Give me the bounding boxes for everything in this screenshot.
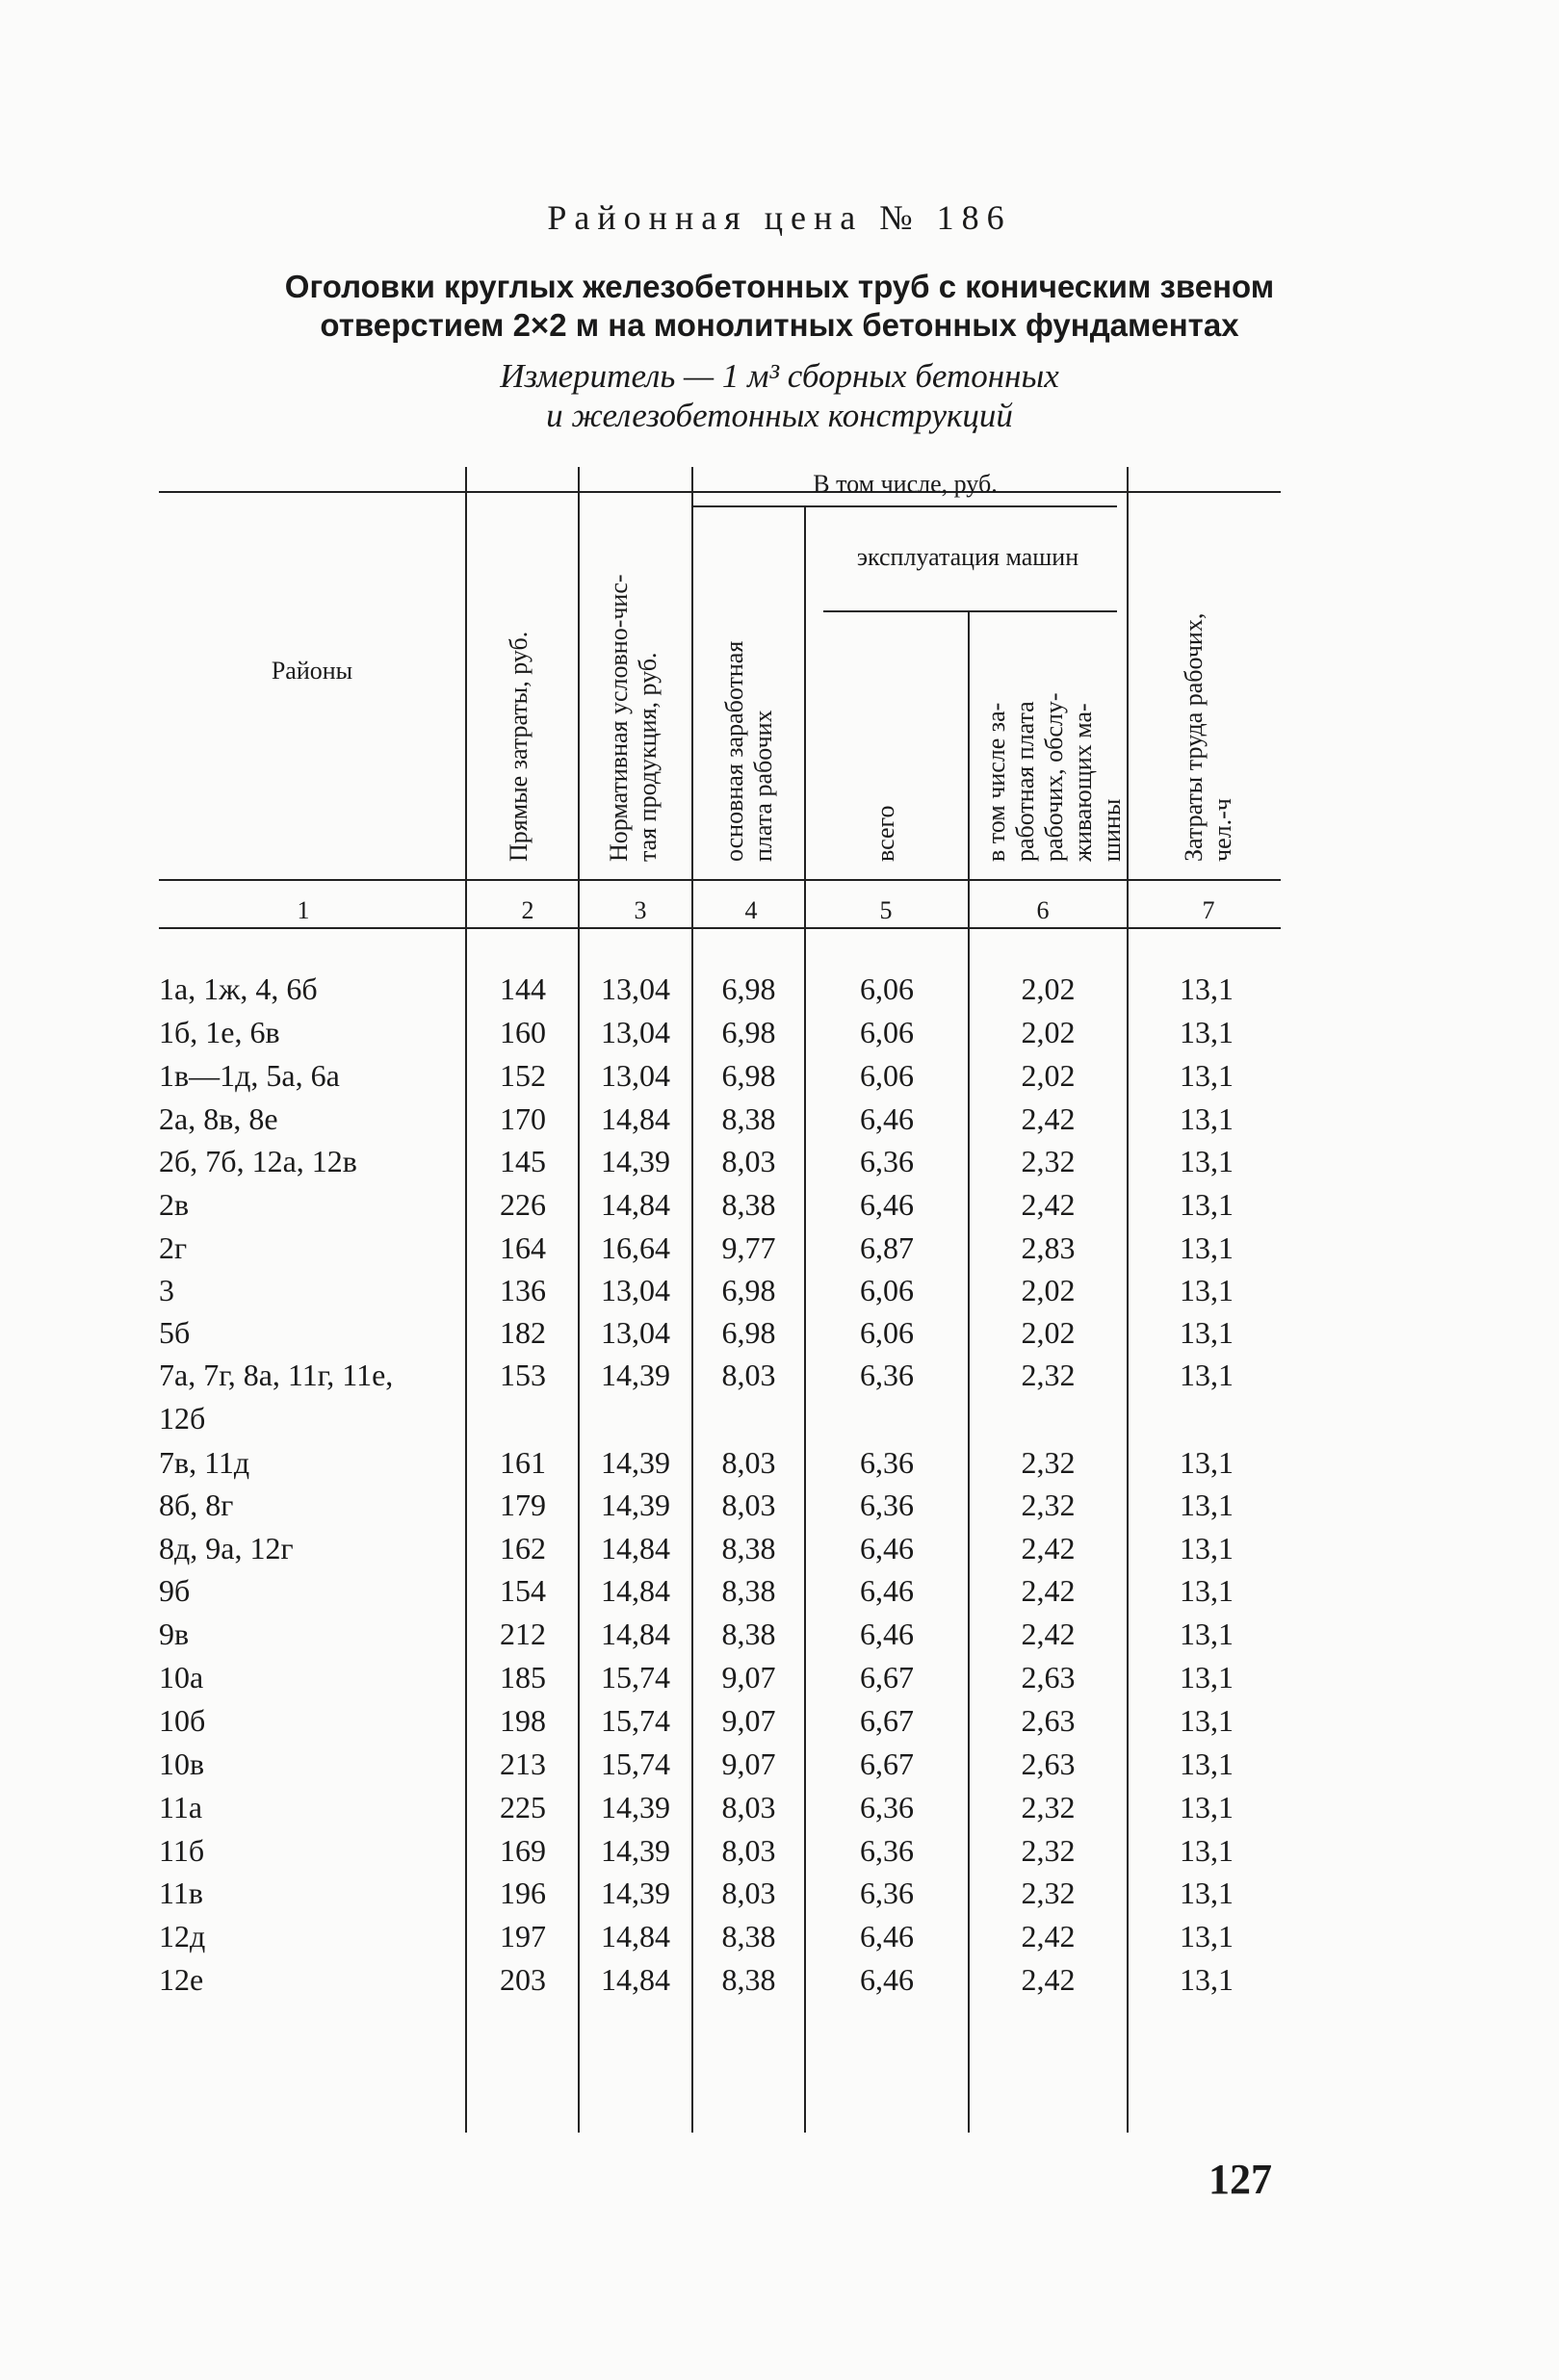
table-cell-c7: 13,1 <box>1180 1573 1234 1608</box>
table-cell-c2: 203 <box>500 1962 546 1997</box>
table-cell-c7: 13,1 <box>1180 1230 1234 1265</box>
table-cell-c6: 2,42 <box>1021 1617 1076 1651</box>
table-cell-c7: 13,1 <box>1180 1660 1234 1694</box>
table-cell-c6: 2,42 <box>1021 1573 1076 1608</box>
table-cell-c3: 14,84 <box>601 1962 670 1997</box>
colnum-7: 7 <box>1202 896 1215 924</box>
header-incl-machine-wage: в том числе за- работная плата рабочих, обслу- живающих ма- шины <box>982 692 1126 862</box>
header-bottom-rule <box>159 879 1281 881</box>
colnum-2: 2 <box>521 896 534 924</box>
table-cell-c6: 2,83 <box>1021 1230 1076 1265</box>
table-cell-c4: 9,77 <box>721 1230 776 1265</box>
table-cell-c5: 6,46 <box>860 1617 914 1651</box>
table-cell-c4: 8,03 <box>721 1488 776 1522</box>
table-cell-c3: 14,84 <box>601 1531 670 1565</box>
table-cell-c2: 196 <box>500 1876 546 1910</box>
subtitle <box>0 268 1559 345</box>
colnum-3: 3 <box>634 896 647 924</box>
table-cell-c5: 6,06 <box>860 971 914 1006</box>
table-cell-c5: 6,36 <box>860 1790 914 1824</box>
table-cell-c6: 2,32 <box>1021 1833 1076 1868</box>
table-row-region: 12е <box>159 1962 204 1997</box>
table-cell-c6: 2,32 <box>1021 1790 1076 1824</box>
table-row-region: 8б, 8г <box>159 1488 234 1522</box>
table-cell-c5: 6,36 <box>860 1488 914 1522</box>
table-cell-c4: 9,07 <box>721 1746 776 1781</box>
table-cell-c4: 8,03 <box>721 1358 776 1392</box>
table-cell-c2: 144 <box>500 971 546 1006</box>
table-cell-c4: 6,98 <box>721 1058 776 1093</box>
table-cell-c4: 9,07 <box>721 1703 776 1738</box>
column-rule-6 <box>1127 467 1129 2133</box>
page-number: 127 <box>1208 2156 1272 2203</box>
table-cell-c7: 13,1 <box>1180 1617 1234 1651</box>
table-cell-c6: 2,63 <box>1021 1703 1076 1738</box>
table-cell-c3: 14,39 <box>601 1876 670 1910</box>
table-cell-c3: 14,39 <box>601 1488 670 1522</box>
table-cell-c2: 153 <box>500 1358 546 1392</box>
colnum-6: 6 <box>1036 896 1050 924</box>
table-cell-c5: 6,06 <box>860 1058 914 1093</box>
table-cell-c5: 6,87 <box>860 1230 914 1265</box>
table-row-region: 5б <box>159 1315 191 1350</box>
measure-unit <box>0 356 1559 435</box>
table-cell-c3: 14,84 <box>601 1187 670 1222</box>
table-cell-c5: 6,06 <box>860 1015 914 1049</box>
table-cell-c6: 2,02 <box>1021 1058 1076 1093</box>
table-cell-c3: 14,39 <box>601 1790 670 1824</box>
table-cell-c7: 13,1 <box>1180 1962 1234 1997</box>
incl-group-rule <box>693 505 1117 507</box>
machine-group-rule <box>823 610 1117 612</box>
table-cell-c3: 13,04 <box>601 1058 670 1093</box>
table-cell-c4: 6,98 <box>721 1015 776 1049</box>
table-cell-c5: 6,46 <box>860 1531 914 1565</box>
table-cell-c7: 13,1 <box>1180 1445 1234 1480</box>
colnum-bottom-rule <box>159 927 1281 929</box>
table-cell-c2: 185 <box>500 1660 546 1694</box>
table-cell-c7: 13,1 <box>1180 1703 1234 1738</box>
table-cell-c2: 212 <box>500 1617 546 1651</box>
table-cell-c2: 164 <box>500 1230 546 1265</box>
table-cell-c6: 2,42 <box>1021 1919 1076 1953</box>
table-row-region: 2г <box>159 1230 188 1265</box>
table-cell-c2: 145 <box>500 1144 546 1178</box>
table-row-region: 11а <box>159 1790 203 1824</box>
table-cell-c5: 6,46 <box>860 1919 914 1953</box>
colnum-1: 1 <box>297 896 310 924</box>
table-cell-c6: 2,32 <box>1021 1876 1076 1910</box>
table-cell-c6: 2,02 <box>1021 1015 1076 1049</box>
table-cell-c6: 2,42 <box>1021 1962 1076 1997</box>
table-cell-c7: 13,1 <box>1180 1015 1234 1049</box>
table-cell-c5: 6,36 <box>860 1358 914 1392</box>
column-rule-1 <box>465 467 467 2133</box>
table-cell-c3: 14,39 <box>601 1358 670 1392</box>
measure-line-2: и железобетонных конструкций <box>546 397 1013 434</box>
table-cell-c5: 6,36 <box>860 1833 914 1868</box>
table-cell-c4: 8,03 <box>721 1790 776 1824</box>
table-cell-c2: 152 <box>500 1058 546 1093</box>
column-rule-5 <box>968 610 970 2133</box>
header-regions: Районы <box>271 657 353 685</box>
table-cell-c6: 2,32 <box>1021 1358 1076 1392</box>
table-row-region: 7в, 11д <box>159 1445 250 1480</box>
table-cell-c7: 13,1 <box>1180 1144 1234 1178</box>
column-rule-2 <box>578 467 580 2133</box>
table-cell-c3: 13,04 <box>601 1315 670 1350</box>
subtitle-line-1: Оголовки круглых железобетонных труб с коническим звеном <box>284 269 1275 304</box>
header-machine-group: эксплуатация машин <box>856 543 1079 571</box>
table-cell-c5: 6,36 <box>860 1144 914 1178</box>
table-cell-c2: 179 <box>500 1488 546 1522</box>
table-cell-c6: 2,02 <box>1021 1273 1076 1307</box>
table-cell-c4: 8,38 <box>721 1101 776 1136</box>
table-cell-c4: 8,38 <box>721 1531 776 1565</box>
table-cell-c6: 2,42 <box>1021 1187 1076 1222</box>
table-row-region: 11в <box>159 1876 203 1910</box>
table-cell-c5: 6,06 <box>860 1315 914 1350</box>
table-cell-c6: 2,42 <box>1021 1101 1076 1136</box>
header-direct-costs: Прямые затраты, руб. <box>505 631 533 862</box>
column-rule-3 <box>691 467 693 2133</box>
table-cell-c4: 9,07 <box>721 1660 776 1694</box>
table-row-region-continued: 12б <box>159 1401 206 1436</box>
table-row-region: 2в <box>159 1187 190 1222</box>
table-cell-c3: 13,04 <box>601 1273 670 1307</box>
table-cell-c2: 225 <box>500 1790 546 1824</box>
colnum-4: 4 <box>744 896 758 924</box>
table-cell-c6: 2,02 <box>1021 1315 1076 1350</box>
table-cell-c7: 13,1 <box>1180 1101 1234 1136</box>
table-cell-c5: 6,67 <box>860 1746 914 1781</box>
table-cell-c4: 8,03 <box>721 1833 776 1868</box>
table-cell-c4: 6,98 <box>721 971 776 1006</box>
table-cell-c6: 2,32 <box>1021 1144 1076 1178</box>
table-cell-c3: 15,74 <box>601 1746 670 1781</box>
table-cell-c3: 15,74 <box>601 1703 670 1738</box>
table-cell-c7: 13,1 <box>1180 1531 1234 1565</box>
table-cell-c3: 14,39 <box>601 1144 670 1178</box>
table-cell-c2: 226 <box>500 1187 546 1222</box>
table-row-region: 1б, 1е, 6в <box>159 1015 280 1049</box>
table-cell-c2: 182 <box>500 1315 546 1350</box>
table-cell-c7: 13,1 <box>1180 1790 1234 1824</box>
table-row-region: 1в—1д, 5а, 6а <box>159 1058 340 1093</box>
table-cell-c4: 8,38 <box>721 1919 776 1953</box>
table-row-region: 3 <box>159 1273 174 1307</box>
colnum-5: 5 <box>879 896 893 924</box>
table-cell-c3: 15,74 <box>601 1660 670 1694</box>
header-labor: Затраты труда рабочих, чел.-ч <box>1180 612 1236 862</box>
measure-line-1: Измеритель — 1 м³ сборных бетонных <box>500 357 1059 395</box>
table-row-region: 12д <box>159 1919 206 1953</box>
table-row-region: 1а, 1ж, 4, 6б <box>159 971 318 1006</box>
table-cell-c5: 6,36 <box>860 1445 914 1480</box>
table-cell-c7: 13,1 <box>1180 971 1234 1006</box>
table-row-region: 10а <box>159 1660 204 1694</box>
table-cell-c3: 14,39 <box>601 1833 670 1868</box>
table-cell-c4: 8,38 <box>721 1962 776 1997</box>
table-cell-c5: 6,46 <box>860 1962 914 1997</box>
table-cell-c2: 170 <box>500 1101 546 1136</box>
header-incl-group: В том числе, руб. <box>813 470 998 498</box>
table-cell-c3: 13,04 <box>601 971 670 1006</box>
table-cell-c3: 14,39 <box>601 1445 670 1480</box>
table-cell-c7: 13,1 <box>1180 1876 1234 1910</box>
table-cell-c4: 8,38 <box>721 1187 776 1222</box>
table-cell-c4: 8,03 <box>721 1876 776 1910</box>
table-cell-c4: 8,03 <box>721 1144 776 1178</box>
table-cell-c2: 197 <box>500 1919 546 1953</box>
table-cell-c7: 13,1 <box>1180 1488 1234 1522</box>
table-cell-c7: 13,1 <box>1180 1187 1234 1222</box>
header-normative: Нормативная условно-чис- тая продукция, руб. <box>605 574 662 862</box>
table-row-region: 9б <box>159 1573 191 1608</box>
table-cell-c7: 13,1 <box>1180 1315 1234 1350</box>
table-cell-c6: 2,02 <box>1021 971 1076 1006</box>
table-cell-c3: 16,64 <box>601 1230 670 1265</box>
table-cell-c7: 13,1 <box>1180 1919 1234 1953</box>
table-cell-c2: 154 <box>500 1573 546 1608</box>
table-cell-c6: 2,63 <box>1021 1746 1076 1781</box>
table-cell-c3: 14,84 <box>601 1919 670 1953</box>
table-cell-c2: 160 <box>500 1015 546 1049</box>
table-cell-c2: 169 <box>500 1833 546 1868</box>
table-cell-c6: 2,32 <box>1021 1445 1076 1480</box>
table-row-region: 10в <box>159 1746 205 1781</box>
table-cell-c3: 14,84 <box>601 1101 670 1136</box>
table-cell-c7: 13,1 <box>1180 1273 1234 1307</box>
table-row-region: 2б, 7б, 12а, 12в <box>159 1144 357 1178</box>
table-row-region: 10б <box>159 1703 206 1738</box>
table-cell-c7: 13,1 <box>1180 1058 1234 1093</box>
table-cell-c3: 14,84 <box>601 1617 670 1651</box>
table-cell-c2: 136 <box>500 1273 546 1307</box>
page-title: Районная цена № 186 <box>547 198 1012 237</box>
table-row-region: 2а, 8в, 8е <box>159 1101 278 1136</box>
table-row-region: 9в <box>159 1617 190 1651</box>
table-cell-c5: 6,46 <box>860 1187 914 1222</box>
table-cell-c3: 14,84 <box>601 1573 670 1608</box>
table-row-region: 11б <box>159 1833 205 1868</box>
table-cell-c5: 6,36 <box>860 1876 914 1910</box>
table-cell-c7: 13,1 <box>1180 1358 1234 1392</box>
table-cell-c7: 13,1 <box>1180 1833 1234 1868</box>
table-row-region: 7а, 7г, 8а, 11г, 11е, <box>159 1358 394 1392</box>
table-cell-c3: 13,04 <box>601 1015 670 1049</box>
subtitle-line-2: отверстием 2×2 м на монолитных бетонных фундаментах <box>320 307 1239 343</box>
table-cell-c5: 6,46 <box>860 1101 914 1136</box>
table-cell-c7: 13,1 <box>1180 1746 1234 1781</box>
table-cell-c4: 8,38 <box>721 1573 776 1608</box>
table-cell-c6: 2,42 <box>1021 1531 1076 1565</box>
table-cell-c4: 6,98 <box>721 1273 776 1307</box>
column-rule-4 <box>804 505 806 2133</box>
table-cell-c5: 6,06 <box>860 1273 914 1307</box>
table-cell-c2: 213 <box>500 1746 546 1781</box>
table-cell-c2: 198 <box>500 1703 546 1738</box>
table-row-region: 8д, 9а, 12г <box>159 1531 294 1565</box>
table-cell-c5: 6,67 <box>860 1660 914 1694</box>
table-cell-c2: 161 <box>500 1445 546 1480</box>
header-total: всего <box>871 805 899 862</box>
table-cell-c5: 6,67 <box>860 1703 914 1738</box>
table-cell-c4: 6,98 <box>721 1315 776 1350</box>
table-cell-c5: 6,46 <box>860 1573 914 1608</box>
table-cell-c4: 8,03 <box>721 1445 776 1480</box>
table-cell-c4: 8,38 <box>721 1617 776 1651</box>
table-cell-c6: 2,63 <box>1021 1660 1076 1694</box>
table-cell-c2: 162 <box>500 1531 546 1565</box>
header-base-wage: основная заработная плата рабочих <box>720 640 777 862</box>
table-cell-c6: 2,32 <box>1021 1488 1076 1522</box>
